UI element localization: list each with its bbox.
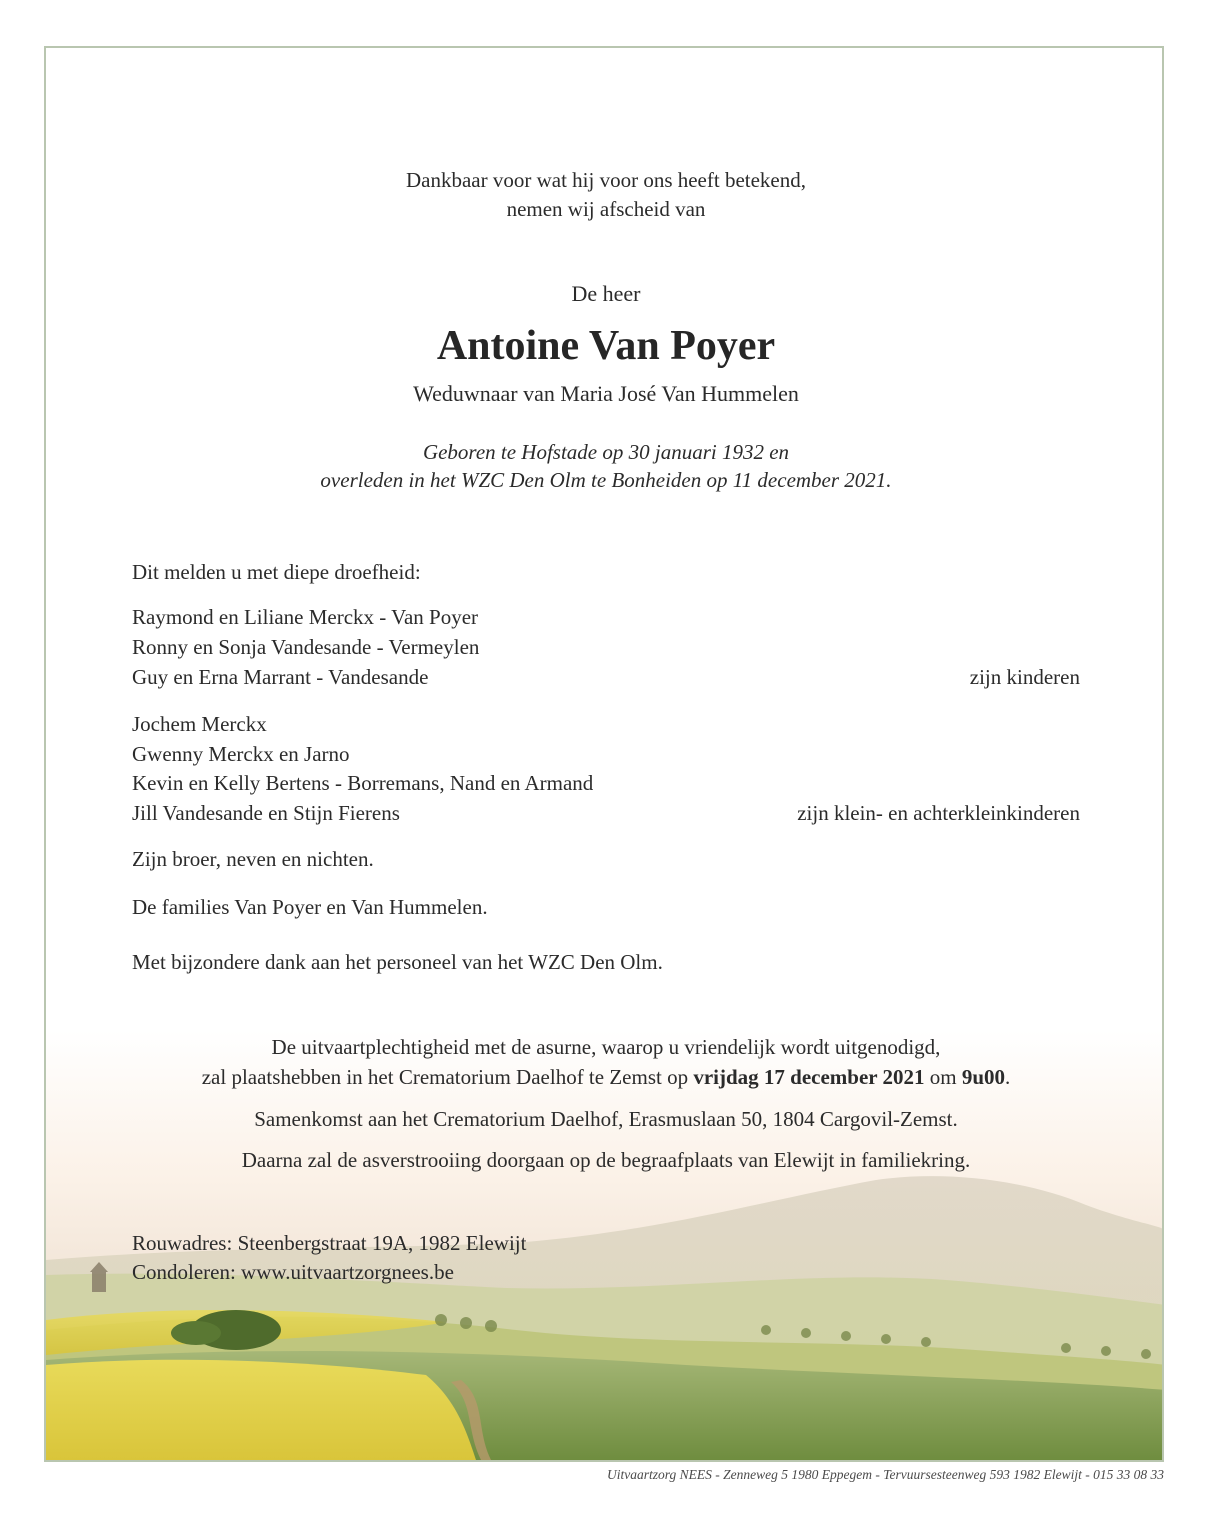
- deceased-name: Antoine Van Poyer: [436, 323, 776, 369]
- gathering-line: Samenkomst aan het Crematorium Daelhof, Erasmuslaan 50, 1804 Cargovil-Zemst.: [254, 1107, 958, 1131]
- ceremony-time-prefix: om: [924, 1065, 962, 1089]
- spouse-line: Weduwnaar van Maria José Van Hummelen: [413, 381, 799, 406]
- ceremony-date: vrijdag 17 december 2021: [693, 1065, 925, 1089]
- children-label: zijn kinderen: [969, 665, 1080, 689]
- birth-line: Geboren te Hofstade op 30 januari 1932 en: [422, 440, 790, 464]
- families-line: De families Van Poyer en Van Hummelen.: [132, 895, 488, 919]
- child-name: Ronny en Sonja Vandesande - Vermeylen: [132, 635, 480, 659]
- mourning-address: Rouwadres: Steenbergstraat 19A, 1982 Elewijt: [132, 1231, 527, 1255]
- announcement: Dit melden u met diepe droefheid:: [132, 560, 421, 584]
- obituary-card: [44, 46, 1164, 1462]
- ceremony-line-2: [46, 1063, 1164, 1091]
- thanks-line: Met bijzondere dank aan het personeel van het WZC Den Olm.: [132, 950, 663, 974]
- funeral-home-footer: Uitvaartzorg NEES - Zenneweg 5 1980 Eppegem - Tervuursesteenweg 593 1982 Elewijt - 015 33 08 33: [607, 1467, 1164, 1482]
- ceremony-line-1: De uitvaartplechtigheid met de asurne, waarop u vriendelijk wordt uitgenodigd,: [271, 1035, 941, 1059]
- grandchild-name: Jill Vandesande en Stijn Fierens: [132, 801, 400, 825]
- grandchildren-label: zijn klein- en achterkleinkinderen: [797, 801, 1080, 825]
- salutation: De heer: [571, 281, 641, 306]
- ceremony-venue-text: zal plaatshebben in het Crematorium Daelhof te Zemst op: [201, 1065, 694, 1089]
- siblings-line: Zijn broer, neven en nichten.: [132, 847, 374, 871]
- child-name: Guy en Erna Marrant - Vandesande: [132, 665, 429, 689]
- ceremony-period: .: [1005, 1065, 1011, 1089]
- grandchild-name: Gwenny Merckx en Jarno: [132, 742, 350, 766]
- scattering-line: Daarna zal de asverstrooiing doorgaan op de begraafplaats van Elewijt in familiekring.: [241, 1148, 971, 1172]
- grandchild-name: Kevin en Kelly Bertens - Borremans, Nand en Armand: [132, 771, 594, 795]
- grandchild-name: Jochem Merckx: [132, 712, 267, 736]
- intro-line-1: Dankbaar voor wat hij voor ons heeft betekend,: [405, 168, 807, 192]
- intro-line-2: nemen wij afscheid van: [506, 197, 706, 221]
- death-line: overleden in het WZC Den Olm te Bonheiden op 11 december 2021.: [320, 468, 892, 492]
- child-name: Raymond en Liliane Merckx - Van Poyer: [132, 605, 479, 629]
- ceremony-time: 9u00: [961, 1065, 1006, 1089]
- condolences-link[interactable]: Condoleren: www.uitvaartzorgnees.be: [132, 1260, 454, 1284]
